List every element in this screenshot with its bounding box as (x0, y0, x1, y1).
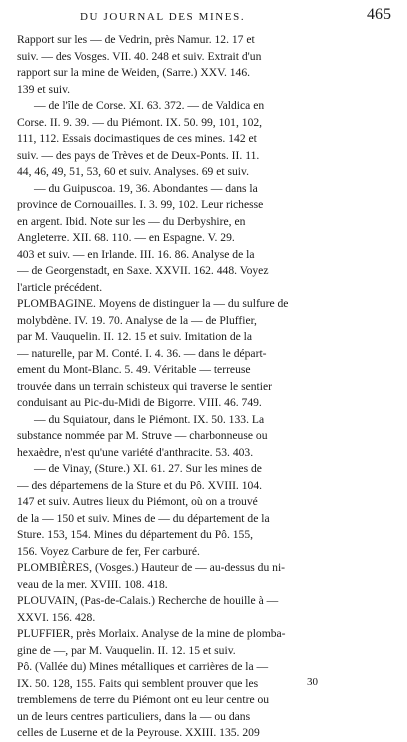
entry-po: Pô. (Vallée du) Mines métalliques et carrières de la — (17, 660, 269, 673)
text-line: IX. 50. 128, 155. Faits qui semblent prouver que les (17, 676, 259, 690)
text-line: ement du Mont-Blanc. 5. 49. Véritable — terreuse (17, 363, 251, 376)
text-line: gine de —, par M. Vauquelin. II. 12. 15 et suiv. (17, 643, 236, 657)
entry-plombagine: PLOMBAGINE. Moyens de distinguer la — du sulfure de (17, 297, 289, 310)
entry-pluffier: PLUFFIER, près Morlaix. Analyse de la mine de plomba- (17, 627, 286, 640)
page-number: 465 (367, 6, 391, 23)
text-line: par M. Vauquelin. II. 12. 15 et suiv. Imitation de la (17, 330, 253, 343)
text-line: conduisant au Pic-du-Midi de Bigorre. VIII. 46. 749. (17, 396, 262, 409)
text-line: 147 et suiv. Autres lieux du Piémont, où on a trouvé (17, 495, 258, 508)
text-line: de la — 150 et suiv. Mines de — du département de la (17, 511, 270, 525)
text-line: — du Guipuscoa. 19, 36. Abondantes — dans la (34, 181, 258, 195)
text-line: celles de Luserne et de la Peyrouse. XXIII. 135. 209 (17, 726, 260, 739)
signature-mark: 30 (307, 676, 318, 688)
text-line: en argent. Ibid. Note sur les — du Derbyshire, en (17, 214, 246, 228)
text-line: un de leurs centres particuliers, dans la — ou dans (17, 709, 251, 723)
text-line: 403 et suiv. — en Irlande. III. 16. 86. Analyse de la (17, 247, 255, 261)
text-line: molybdène. IV. 19. 70. Analyse de la — de Pluffier, (17, 313, 257, 327)
text-line: Corse. II. 9. 39. — du Piémont. IX. 50. 99, 101, 102, (17, 115, 263, 129)
text-line: 156. Voyez Carbure de fer, Fer carburé. (17, 544, 200, 558)
text-line: suiv. — des Vosges. VII. 40. 248 et suiv. Extrait d'un (17, 49, 262, 63)
text-line: province de Cornouailles. I. 3. 99, 102. Leur richesse (17, 198, 264, 211)
text-line: — de Georgenstadt, en Saxe. XXVII. 162. 448. Voyez (17, 264, 269, 277)
text-line: — de Vinay, (Sture.) XI. 61. 27. Sur les mines de (34, 462, 262, 475)
text-line: XXVI. 156. 428. (17, 610, 96, 624)
text-line: 139 et suiv. (17, 82, 71, 96)
page-header (0, 0, 407, 30)
text-line: substance nommée par M. Struve — charbonneuse ou (17, 429, 268, 442)
text-line: Angleterre. XII. 68. 110. — en Espagne. V. 29. (17, 231, 235, 244)
text-line: Rapport sur les — de Vedrin, près Namur. 12. 17 et (17, 33, 255, 46)
text-line: — du Squiatour, dans le Piémont. IX. 50. 133. La (34, 412, 265, 426)
text-line: — de l'île de Corse. XI. 63. 372. — de Valdica en (34, 99, 265, 112)
index-body (17, 32, 395, 742)
text-line: — des départemens de la Sture et du Pô. XVIII. 104. (17, 478, 263, 492)
text-line: trouvée dans un terrain schisteux qui traverse le sentier (17, 379, 272, 393)
text-line: hexaèdre, n'est qu'une variété d'anthracite. 53. 403. (17, 445, 254, 459)
text-line: 44, 46, 49, 51, 53, 60 et suiv. Analyses. 69 et suiv. (17, 165, 249, 178)
text-line: tremblemens de terre du Piémont ont eu leur centre ou (17, 693, 270, 706)
entry-plouvain: PLOUVAIN, (Pas-de-Calais.) Recherche de houille à — (17, 594, 279, 607)
text-line: Sture. 153, 154. Mines du département du Pô. 155, (17, 528, 254, 541)
entry-plombieres: PLOMBIÈRES, (Vosges.) Hauteur de — au-dessus du ni- (17, 561, 286, 574)
text-line: rapport sur la mine de Weiden, (Sarre.) XXV. 146. (17, 66, 251, 79)
text-line: veau de la mer. XVIII. 108. 418. (17, 577, 168, 591)
text-line: 111, 112. Essais docimastiques de ces mines. 142 et (17, 132, 257, 145)
text-line: l'article précédent. (17, 280, 103, 294)
text-line: suiv. — des pays de Trèves et de Deux-Ponts. II. 11. (17, 148, 260, 162)
text-line: — naturelle, par M. Conté. I. 4. 36. — dans le départ- (17, 346, 267, 360)
running-title: DU JOURNAL DES MINES. (80, 11, 246, 23)
